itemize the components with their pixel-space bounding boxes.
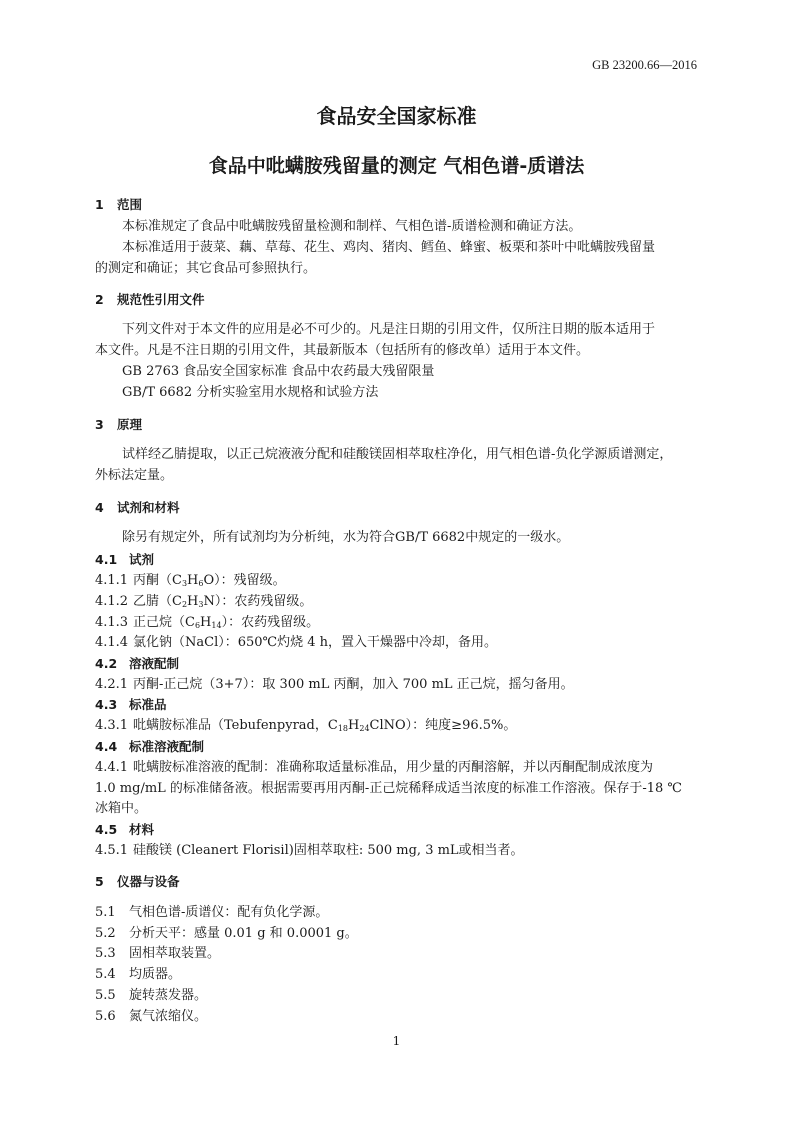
list-item: 4.1.2 乙腈$(C_2H_3N)$：农药残留级。 xyxy=(95,594,313,609)
page-number: 1 xyxy=(392,1034,401,1048)
subsection-heading: 4.2 溶液配制 xyxy=(95,656,180,671)
subsection-heading: 4.1 试剂 xyxy=(95,552,155,567)
equipment-item: 5.3 固相萃取装置。 xyxy=(95,946,221,961)
section-1-paragraph: 的测定和确证；其它食品可参照执行。 xyxy=(95,261,317,276)
list-item: 4.3.1 吡螨胺标准品（Tebufenpyrad，$C_{18}H_{24}ClNO$）：纯度≥96.5%。 xyxy=(95,718,517,733)
subsection-heading: 4.5 材料 xyxy=(95,822,155,837)
list-item: 4.5.1 硅酸镁 (Cleanert Florisil)固相萃取柱: 500 mg, 3 mL或相当者。 xyxy=(95,843,524,858)
section-1-heading: 1 范围 xyxy=(95,197,143,212)
section-4-paragraph: 除另有规定外，所有试剂均为分析纯，水为符合GB/T 6682中规定的一级水。 xyxy=(122,530,570,545)
section-4-heading: 4 试剂和材料 xyxy=(95,500,180,515)
reference-item: GB/T 6682 分析实验室用水规格和试验方法 xyxy=(122,385,379,400)
section-1-paragraph: 本标准适用于菠菜、藕、草莓、花生、鸡肉、猪肉、鳕鱼、蜂蜜、板栗和茶叶中吡螨胺残留量 xyxy=(122,240,656,255)
list-item-continuation: 冰箱中。 xyxy=(95,801,148,816)
list-item: 4.1.1 丙酮$(C_3H_6O)$：残留级。 xyxy=(95,573,286,588)
standard-number: GB 23200.66—2016 xyxy=(592,58,697,72)
section-1-paragraph: 本标准规定了食品中吡螨胺残留量检测和制样、气相色谱-质谱检测和确证方法。 xyxy=(122,219,582,234)
list-item: 4.1.4 氯化钠（NaCl）：650℃灼烧 4 h，置入干燥器中冷却，备用。 xyxy=(95,635,497,650)
section-2-paragraph: 本文件。凡是不注日期的引用文件，其最新版本（包括所有的修改单）适用于本文件。 xyxy=(95,343,590,358)
section-5-heading: 5 仪器与设备 xyxy=(95,874,180,889)
equipment-item: 5.4 均质器。 xyxy=(95,967,182,982)
equipment-item: 5.1 气相色谱-质谱仪：配有负化学源。 xyxy=(95,905,329,920)
section-3-heading: 3 原理 xyxy=(95,417,143,432)
document-title: 食品安全国家标准 xyxy=(316,104,477,128)
reference-item: GB 2763 食品安全国家标准 食品中农药最大残留限量 xyxy=(122,364,435,379)
equipment-item: 5.2 分析天平：感量 0.01 g 和 0.0001 g。 xyxy=(95,926,358,941)
section-3-paragraph: 外标法定量。 xyxy=(95,468,174,483)
list-item: 4.1.3 正己烷$(C_6H_{14})$：农药残留级。 xyxy=(95,615,320,630)
document-subtitle: 食品中吡螨胺残留量的测定 气相色谱-质谱法 xyxy=(208,155,585,177)
equipment-item: 5.5 旋转蒸发器。 xyxy=(95,988,208,1003)
section-2-heading: 2 规范性引用文件 xyxy=(95,292,205,307)
section-3-paragraph: 试样经乙腈提取，以正己烷液液分配和硅酸镁固相萃取柱净化，用气相色谱-负化学源质谱测定， xyxy=(122,447,673,462)
subsection-heading: 4.3 标准品 xyxy=(95,697,167,712)
list-item-continuation: 1.0 mg/mL 的标准储备液。根据需要再用丙酮-正己烷稀释成适当浓度的标准工作溶液。保存于-18 ℃ xyxy=(95,781,682,796)
subsection-heading: 4.4 标准溶液配制 xyxy=(95,739,205,754)
section-2-paragraph: 下列文件对于本文件的应用是必不可少的。凡是注日期的引用文件，仅所注日期的版本适用于 xyxy=(122,322,656,337)
list-item: 4.4.1 吡螨胺标准溶液的配制：准确称取适量标准品，用少量的丙酮溶解，并以丙酮配制成浓度为 xyxy=(95,760,654,775)
equipment-item: 5.6 氮气浓缩仪。 xyxy=(95,1009,208,1024)
list-item: 4.2.1 丙酮-正己烷（3+7）：取 300 mL 丙酮，加入 700 mL 正己烷，摇匀备用。 xyxy=(95,677,574,692)
